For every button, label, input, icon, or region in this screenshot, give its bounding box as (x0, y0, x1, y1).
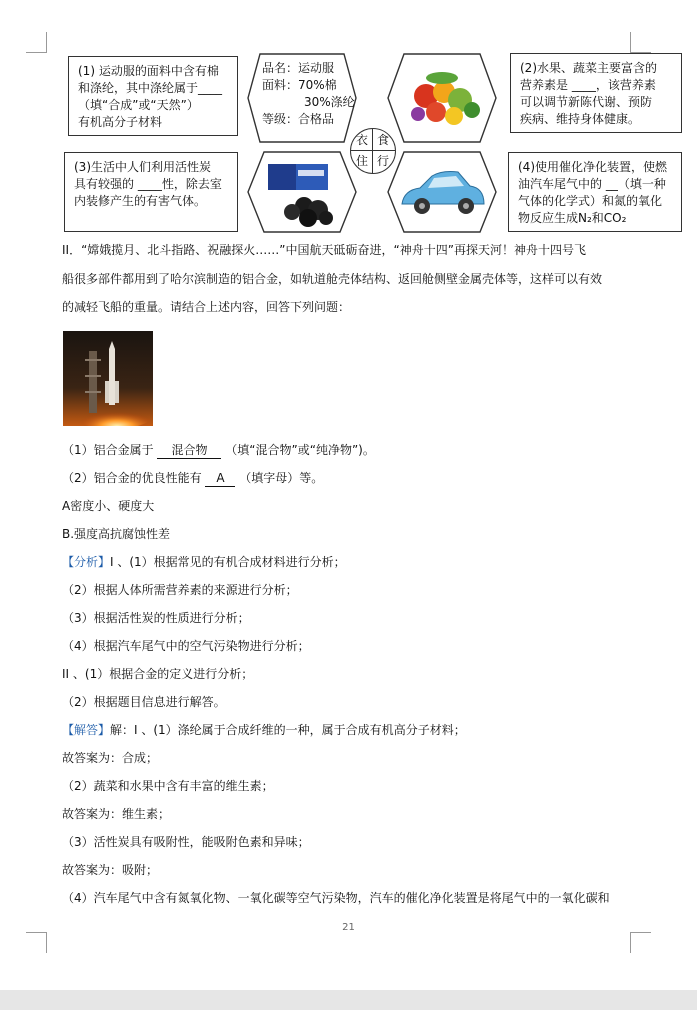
crop-mark (630, 32, 651, 53)
question-box-charcoal (64, 152, 238, 232)
analysis-tag: 【分析】 (62, 555, 111, 569)
quad-transport: 行 (376, 154, 389, 168)
crop-mark (630, 932, 651, 953)
analysis-line: II 、(1）根据合金的定义进行分析； (62, 667, 254, 681)
analysis-line: （2）根据题目信息进行解答。 (62, 695, 226, 709)
section2-line: 的减轻飞船的重量。请结合上述内容，回答下列问题： (62, 300, 351, 314)
rocket-launch-photo (63, 331, 153, 426)
question-2-text: （2）铝合金的优良性能有 (62, 471, 202, 485)
analysis-line: （4）根据汽车尾气中的空气污染物进行分析； (62, 639, 310, 653)
box-line: 具有较强的 ____性，除去室 (74, 177, 222, 191)
box-line: 和涤纶，其中涤纶属于____ (78, 81, 223, 95)
crop-mark (26, 932, 47, 953)
question-2 (62, 470, 323, 487)
box-line: 疾病、维持身体健康。 (520, 112, 641, 126)
box-line: (3)生活中人们利用活性炭 (74, 160, 211, 174)
fruit-image (386, 52, 498, 144)
question-1-answer: 混合物 (157, 442, 221, 459)
box-line: 气体的化学式）和氮的氧化 (518, 194, 663, 208)
solution-line: （4）汽车尾气中含有氮氧化物、一氧化碳等空气污染物，汽车的催化净化装置是将尾气中的一氧化碳和 (62, 891, 610, 905)
car-image (386, 150, 498, 234)
tag-name: 品名：运动服 (262, 61, 335, 75)
box-line: 可以调节新陈代谢、预防 (520, 95, 653, 109)
solution-answer: 故答案为：合成； (62, 751, 159, 765)
crop-mark (26, 32, 47, 53)
quad-clothing: 衣 (355, 133, 368, 147)
question-2-answer: A (205, 470, 235, 487)
section2-line: II．“嫦娥揽月、北斗指路、祝融探火……”中国航天砥砺奋进，“神舟十四”再探天河！神舟十四号飞 (62, 243, 586, 257)
analysis-line: （2）根据人体所需营养素的来源进行分析； (62, 583, 298, 597)
charcoal-image (246, 150, 358, 234)
solution-answer: 故答案为：维生素； (62, 807, 171, 821)
solution-text: 解：I 、(1）涤纶属于合成纤维的一种，属于合成有机高分子材料； (110, 723, 466, 737)
question-box-nutrition (510, 53, 682, 133)
analysis-text: I 、(1）根据常见的有机合成材料进行分析； (110, 555, 346, 569)
question-box-clothing (68, 56, 238, 136)
solution-tag: 【解答】 (62, 723, 111, 737)
solution-line: （3）活性炭具有吸附性，能吸附色素和异味； (62, 835, 310, 849)
section2-line: 船很多部件都用到了哈尔滨制造的铝合金，如轨道舱壳体结构、返回舱侧壁金属壳体等，这样可以有效 (62, 272, 603, 286)
question-1-hint: （填“混合物”或“纯净物”)。 (225, 443, 375, 457)
quad-housing: 住 (355, 154, 368, 168)
box-line: 物反应生成N₂和CO₂ (518, 211, 627, 225)
question-box-exhaust (508, 152, 682, 232)
solution-line: （2）蔬菜和水果中含有丰富的维生素； (62, 779, 274, 793)
analysis-line (62, 554, 346, 570)
box-line: 内装修产生的有害气体。 (74, 194, 207, 208)
tag-fabric: 面料：70%棉 (262, 78, 337, 92)
box-line: 有机高分子材料 (78, 115, 163, 129)
clothing-tag (262, 60, 355, 128)
question-2-hint: （填字母）等。 (239, 471, 324, 485)
box-line: (1) 运动服的面料中含有棉 (78, 64, 219, 78)
page-number: 21 (342, 922, 355, 933)
box-line: 油汽车尾气中的 __（填一种 (518, 177, 666, 191)
solution-answer: 故答案为：吸附； (62, 863, 159, 877)
question-1 (62, 442, 375, 459)
box-line: （填“合成”或“天然”） (78, 98, 199, 112)
question-1-text: （1）铝合金属于 (62, 443, 154, 457)
box-line: 营养素是 ____，该营养素 (520, 78, 656, 92)
quad-food: 食 (376, 133, 389, 147)
box-line: (2)水果、蔬菜主要富含的 (520, 61, 657, 75)
tag-fabric-2: 30%涤纶 (304, 95, 355, 109)
analysis-line: （3）根据活性炭的性质进行分析； (62, 611, 250, 625)
option-b: B.强度高抗腐蚀性差 (62, 527, 171, 541)
solution-line (62, 722, 466, 738)
box-line: (4)使用催化净化装置，使燃 (518, 160, 667, 174)
option-a: A密度小、硬度大 (62, 499, 155, 513)
tag-grade: 等级：合格品 (262, 112, 335, 126)
